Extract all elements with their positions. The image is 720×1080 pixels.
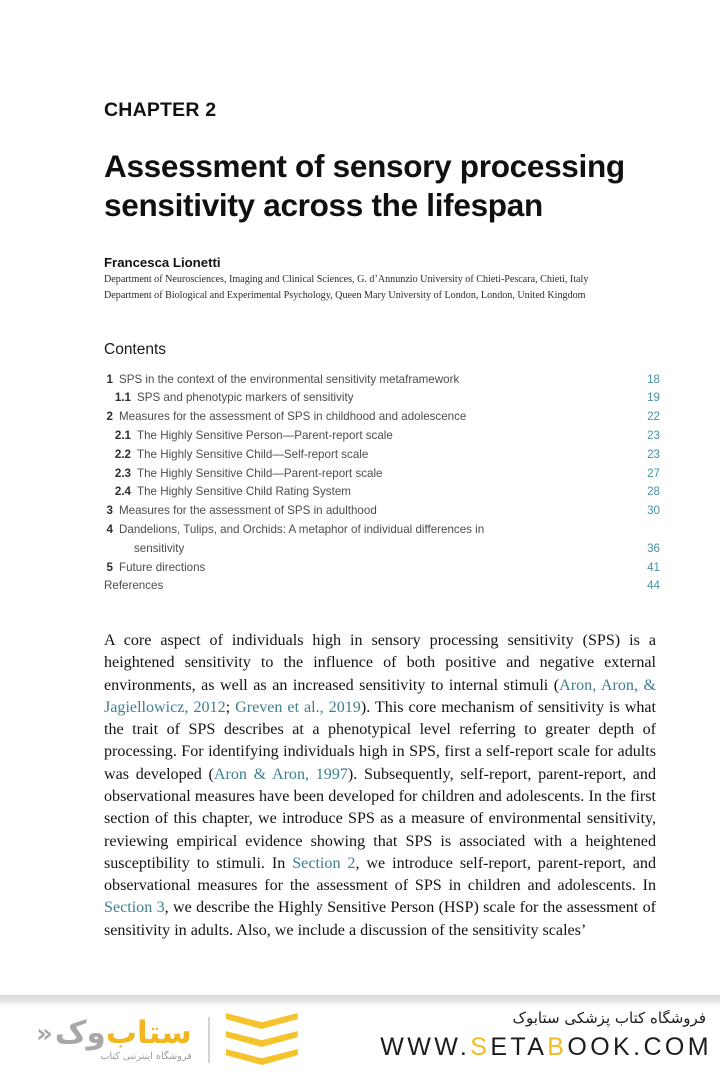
brand-logo-script — [36, 1015, 192, 1052]
toc-entry-label: Measures for the assessment of SPS in childhood and adolescence — [119, 410, 467, 424]
citation-link[interactable]: Section 2 — [292, 854, 356, 872]
author-affiliation-1: Department of Neurosciences, Imaging and Clinical Sciences, G. d’Annunzio University of Chieti-Pescara, Chieti, Italy — [104, 274, 589, 286]
brand-logo[interactable] — [36, 1007, 336, 1073]
toc-entry[interactable] — [104, 371, 660, 390]
toc-entry-page: 23 — [647, 447, 660, 461]
chevron-bar-3 — [226, 1049, 298, 1065]
toc-entry-number: 2.4 — [114, 485, 131, 499]
url-highlight-letter: S — [470, 1032, 491, 1061]
citation-link[interactable]: Aron, Aron, & Jagiellowicz, 2012 — [104, 676, 656, 716]
citation-link[interactable]: Section 3 — [104, 899, 165, 917]
brand-logo-tagline: فروشگاه اینترنتی کتاب — [100, 1051, 192, 1063]
body-text-run: ; — [225, 698, 236, 716]
toc-entry-number: 2.1 — [114, 429, 131, 443]
toc-entry-number: 2 — [106, 410, 113, 424]
toc-entry-label: The Highly Sensitive Child—Self-report scale — [137, 447, 369, 461]
chapter-label: CHAPTER 2 — [104, 99, 217, 121]
citation-link[interactable]: Aron & Aron, 1997 — [213, 765, 348, 783]
toc-entry[interactable] — [104, 427, 660, 446]
toc-entry-label: The Highly Sensitive Person—Parent-report scale — [137, 429, 393, 443]
toc-entry[interactable] — [104, 446, 660, 465]
citation-link[interactable]: Greven et al., 2019 — [235, 698, 361, 716]
toc-entry-page: 30 — [647, 504, 660, 518]
chevron-bar-1 — [226, 1013, 298, 1029]
toc-entry-label: Future directions — [119, 560, 206, 574]
footer-watermark — [0, 995, 720, 1080]
toc-entry[interactable] — [104, 521, 660, 540]
url-text: OOK.COM — [567, 1032, 712, 1061]
brand-logo-script-yellow: ستاب — [105, 1015, 192, 1052]
author-affiliation-2: Department of Biological and Experimental Psychology, Queen Mary University of London, London, United Kingdom — [104, 289, 586, 301]
chevron-left-icon: « — [36, 1018, 53, 1049]
toc-entry-page: 28 — [647, 485, 660, 499]
toc-entry-page: 44 — [647, 579, 660, 593]
toc-entry-number: 5 — [106, 560, 113, 574]
toc-entry-label: sensitivity — [134, 541, 185, 555]
author-name: Francesca Lionetti — [104, 255, 221, 271]
toc-entry[interactable] — [104, 389, 660, 408]
toc-entry-number: 2.2 — [114, 447, 131, 461]
body-text-run: ). This core mechanism of sensitivity is what the trait of SPS describes at a phenotypical level referring to greater depth of processing. For identifying individuals high in SPS, first a self-report scale for adults was developed ( — [104, 698, 656, 783]
toc-entry-number: 2.3 — [114, 466, 131, 480]
toc-entry[interactable] — [104, 465, 660, 484]
toc-entry-label: The Highly Sensitive Child Rating System — [137, 485, 351, 499]
toc-entry-page: 18 — [647, 372, 660, 386]
toc-entry[interactable] — [104, 559, 660, 578]
body-paragraph — [104, 630, 656, 942]
brand-logo-script-grey: وک — [54, 1015, 106, 1052]
page-title: Assessment of sensory processing sensitivity across the lifespan — [104, 148, 625, 223]
toc-entry-page: 22 — [647, 410, 660, 424]
body-text-run: , we describe the Highly Sensitive Person (HSP) scale for the assessment of sensitivity in adults. Also, we include a discussion of the sensitivity scales’ — [104, 899, 656, 939]
contents-heading: Contents — [104, 341, 167, 359]
toc-entry-label: References — [104, 579, 164, 593]
table-of-contents — [104, 371, 660, 596]
brand-tagline-fa: فروشگاه کتاب پزشکی ستابوک — [512, 1009, 706, 1027]
toc-entry-label: Measures for the assessment of SPS in adulthood — [119, 504, 377, 518]
logo-divider — [208, 1017, 210, 1063]
url-text: WWW. — [380, 1032, 471, 1061]
toc-entry-page: 23 — [647, 429, 660, 443]
toc-entry-label: The Highly Sensitive Child—Parent-report scale — [137, 466, 383, 480]
toc-entry-page: 27 — [647, 466, 660, 480]
brand-logo-wordmark — [36, 1015, 192, 1063]
toc-entry[interactable] — [104, 502, 660, 521]
body-text-run: , we introduce self-report, parent-report, and observational measures for the assessment of SPS in children and adolescents. In — [104, 854, 656, 895]
toc-entry-number: 4 — [106, 522, 113, 536]
brand-text-block — [312, 1009, 712, 1061]
toc-entry-number: 1 — [106, 372, 113, 386]
chevron-bar-2 — [226, 1031, 298, 1047]
brand-website-url[interactable] — [312, 1034, 712, 1062]
toc-entry[interactable] — [104, 577, 660, 596]
toc-entry[interactable] — [104, 408, 660, 427]
toc-entry-label: SPS in the context of the environmental sensitivity metaframework — [119, 372, 460, 386]
body-text-run: ). Subsequently, self-report, parent-report, and observational measures have been developed for children and adolescents. In the first section of this chapter, we introduce SPS as a measure of environmental sensitivity, reviewing empirical evidence showing that SPS is associated with a heightened susceptibility to stimuli. In — [104, 765, 657, 872]
toc-entry-number: 3 — [106, 504, 113, 518]
toc-entry-page: 36 — [647, 541, 660, 555]
toc-entry-page: 19 — [647, 391, 660, 405]
toc-entry-number: 1.1 — [114, 391, 131, 405]
page-content — [104, 100, 660, 942]
toc-entry-label: SPS and phenotypic markers of sensitivity — [137, 391, 354, 405]
toc-entry[interactable] — [104, 540, 660, 559]
url-text: ETA — [490, 1032, 548, 1061]
footer-divider — [0, 995, 720, 1006]
brand-chevron-mark-icon — [226, 1011, 298, 1069]
toc-entry-label: Dandelions, Tulips, and Orchids: A metaphor of individual differences in — [119, 522, 485, 536]
toc-entry-page: 41 — [647, 560, 660, 574]
body-text-run: A core aspect of individuals high in sensory processing sensitivity (SPS) is a heightened sensitivity to the influence of both positive and negative external environments, as well as an increased sensitivity to internal stimuli ( — [104, 632, 656, 694]
url-highlight-letter: B — [547, 1032, 568, 1061]
toc-entry[interactable] — [104, 483, 660, 502]
